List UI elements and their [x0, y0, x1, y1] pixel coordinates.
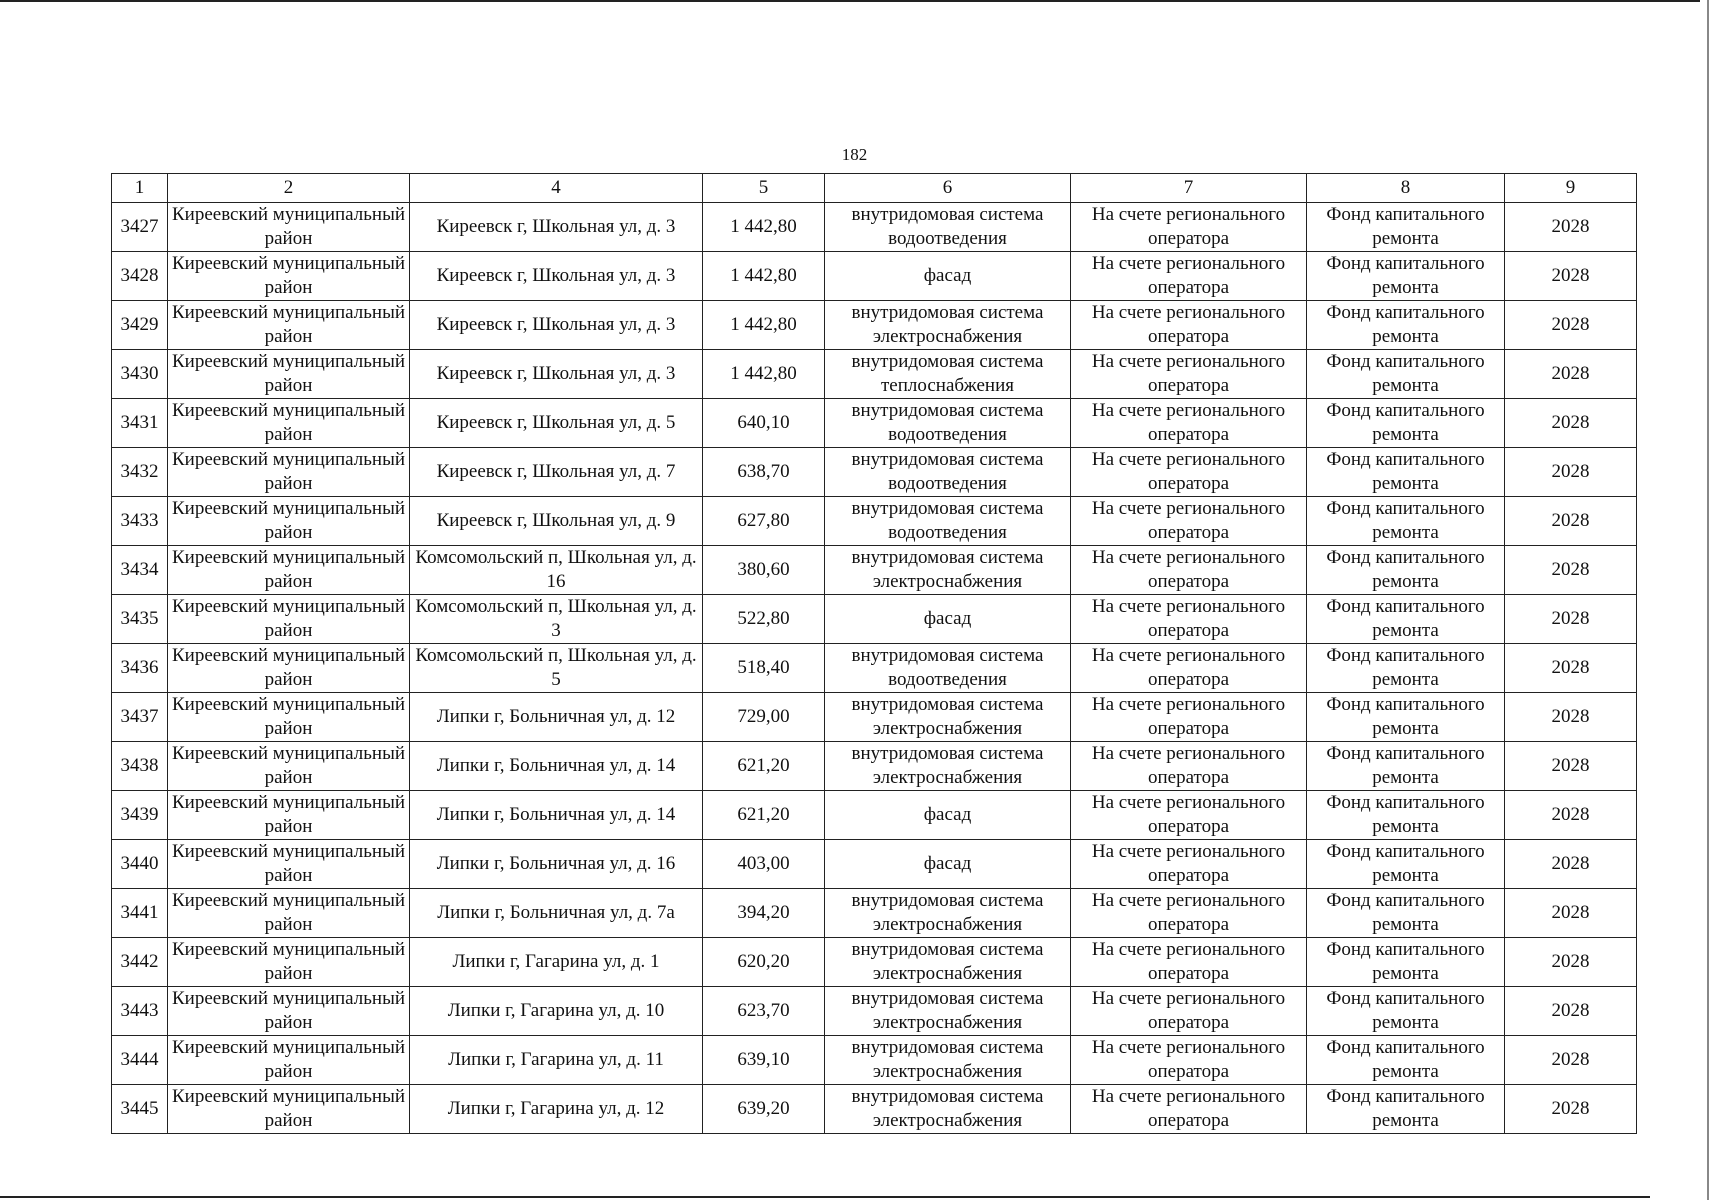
cell-account: На счете регионального оператора	[1071, 301, 1307, 350]
table-row	[112, 938, 1637, 987]
cell-account: На счете регионального оператора	[1071, 546, 1307, 595]
table-row	[112, 350, 1637, 399]
cell-account: На счете регионального оператора	[1071, 938, 1307, 987]
cell-year: 2028	[1505, 1085, 1637, 1134]
cell-area: 522,80	[703, 595, 825, 644]
cell-work-type: внутридомовая система электроснабжения	[825, 301, 1071, 350]
cell-district: Киреевский муниципальный район	[168, 203, 410, 252]
cell-year: 2028	[1505, 497, 1637, 546]
table-row	[112, 448, 1637, 497]
cell-district: Киреевский муниципальный район	[168, 399, 410, 448]
cell-address: Липки г, Гагарина ул, д. 1	[410, 938, 703, 987]
cell-fund: Фонд капитального ремонта	[1307, 1036, 1505, 1085]
cell-account: На счете регионального оператора	[1071, 1036, 1307, 1085]
cell-area: 1 442,80	[703, 203, 825, 252]
cell-district: Киреевский муниципальный район	[168, 644, 410, 693]
cell-area: 639,10	[703, 1036, 825, 1085]
table-row	[112, 546, 1637, 595]
cell-fund: Фонд капитального ремонта	[1307, 742, 1505, 791]
cell-area: 394,20	[703, 889, 825, 938]
table-row	[112, 1036, 1637, 1085]
cell-work-type: фасад	[825, 595, 1071, 644]
cell-account: На счете регионального оператора	[1071, 203, 1307, 252]
cell-fund: Фонд капитального ремонта	[1307, 350, 1505, 399]
cell-address: Киреевск г, Школьная ул, д. 7	[410, 448, 703, 497]
table-row	[112, 497, 1637, 546]
cell-address: Киреевск г, Школьная ул, д. 3	[410, 350, 703, 399]
cell-area: 640,10	[703, 399, 825, 448]
cell-row-number: 3444	[112, 1036, 168, 1085]
cell-district: Киреевский муниципальный район	[168, 987, 410, 1036]
table-row	[112, 595, 1637, 644]
cell-area: 380,60	[703, 546, 825, 595]
table-row	[112, 742, 1637, 791]
cell-work-type: внутридомовая система электроснабжения	[825, 693, 1071, 742]
cell-area: 1 442,80	[703, 350, 825, 399]
cell-account: На счете регионального оператора	[1071, 448, 1307, 497]
column-header: 5	[703, 174, 825, 203]
cell-row-number: 3441	[112, 889, 168, 938]
cell-row-number: 3436	[112, 644, 168, 693]
cell-year: 2028	[1505, 987, 1637, 1036]
cell-year: 2028	[1505, 203, 1637, 252]
cell-work-type: внутридомовая система электроснабжения	[825, 987, 1071, 1036]
cell-work-type: внутридомовая система электроснабжения	[825, 1085, 1071, 1134]
cell-district: Киреевский муниципальный район	[168, 889, 410, 938]
cell-fund: Фонд капитального ремонта	[1307, 252, 1505, 301]
cell-district: Киреевский муниципальный район	[168, 350, 410, 399]
cell-address: Комсомольский п, Школьная ул, д. 16	[410, 546, 703, 595]
cell-address: Липки г, Гагарина ул, д. 11	[410, 1036, 703, 1085]
cell-district: Киреевский муниципальный район	[168, 1036, 410, 1085]
cell-year: 2028	[1505, 546, 1637, 595]
cell-work-type: внутридомовая система электроснабжения	[825, 889, 1071, 938]
bottom-edge-line	[0, 1196, 1650, 1198]
cell-account: На счете регионального оператора	[1071, 840, 1307, 889]
cell-row-number: 3429	[112, 301, 168, 350]
cell-address: Киреевск г, Школьная ул, д. 3	[410, 301, 703, 350]
cell-address: Липки г, Больничная ул, д. 7а	[410, 889, 703, 938]
cell-account: На счете регионального оператора	[1071, 1085, 1307, 1134]
cell-district: Киреевский муниципальный район	[168, 791, 410, 840]
cell-account: На счете регионального оператора	[1071, 350, 1307, 399]
repair-register-table	[111, 173, 1637, 1134]
column-header: 8	[1307, 174, 1505, 203]
cell-row-number: 3445	[112, 1085, 168, 1134]
cell-district: Киреевский муниципальный район	[168, 693, 410, 742]
table-row	[112, 203, 1637, 252]
cell-area: 518,40	[703, 644, 825, 693]
cell-year: 2028	[1505, 448, 1637, 497]
cell-address: Комсомольский п, Школьная ул, д. 5	[410, 644, 703, 693]
column-header: 7	[1071, 174, 1307, 203]
cell-area: 1 442,80	[703, 301, 825, 350]
cell-year: 2028	[1505, 644, 1637, 693]
page-number: 182	[841, 145, 868, 164]
cell-work-type: фасад	[825, 791, 1071, 840]
cell-area: 621,20	[703, 791, 825, 840]
cell-fund: Фонд капитального ремонта	[1307, 546, 1505, 595]
column-header: 9	[1505, 174, 1637, 203]
cell-area: 639,20	[703, 1085, 825, 1134]
cell-row-number: 3427	[112, 203, 168, 252]
table-row	[112, 301, 1637, 350]
cell-address: Липки г, Гагарина ул, д. 12	[410, 1085, 703, 1134]
cell-year: 2028	[1505, 399, 1637, 448]
cell-district: Киреевский муниципальный район	[168, 546, 410, 595]
cell-fund: Фонд капитального ремонта	[1307, 203, 1505, 252]
cell-district: Киреевский муниципальный район	[168, 448, 410, 497]
column-header: 2	[168, 174, 410, 203]
cell-address: Липки г, Больничная ул, д. 14	[410, 791, 703, 840]
cell-row-number: 3439	[112, 791, 168, 840]
cell-district: Киреевский муниципальный район	[168, 301, 410, 350]
cell-work-type: внутридомовая система водоотведения	[825, 644, 1071, 693]
cell-fund: Фонд капитального ремонта	[1307, 1085, 1505, 1134]
cell-area: 627,80	[703, 497, 825, 546]
cell-year: 2028	[1505, 350, 1637, 399]
cell-year: 2028	[1505, 252, 1637, 301]
cell-year: 2028	[1505, 889, 1637, 938]
cell-year: 2028	[1505, 938, 1637, 987]
cell-row-number: 3442	[112, 938, 168, 987]
cell-district: Киреевский муниципальный район	[168, 1085, 410, 1134]
table-row	[112, 399, 1637, 448]
cell-address: Киреевск г, Школьная ул, д. 3	[410, 252, 703, 301]
header-row	[112, 174, 1637, 203]
cell-fund: Фонд капитального ремонта	[1307, 448, 1505, 497]
cell-row-number: 3440	[112, 840, 168, 889]
cell-account: На счете регионального оператора	[1071, 595, 1307, 644]
cell-account: На счете регионального оператора	[1071, 889, 1307, 938]
table-row	[112, 252, 1637, 301]
table-body	[112, 203, 1637, 1134]
cell-fund: Фонд капитального ремонта	[1307, 791, 1505, 840]
cell-row-number: 3435	[112, 595, 168, 644]
cell-account: На счете регионального оператора	[1071, 987, 1307, 1036]
cell-address: Липки г, Больничная ул, д. 14	[410, 742, 703, 791]
cell-row-number: 3431	[112, 399, 168, 448]
cell-work-type: внутридомовая система теплоснабжения	[825, 350, 1071, 399]
cell-account: На счете регионального оператора	[1071, 399, 1307, 448]
cell-area: 621,20	[703, 742, 825, 791]
cell-address: Киреевск г, Школьная ул, д. 5	[410, 399, 703, 448]
cell-work-type: внутридомовая система электроснабжения	[825, 938, 1071, 987]
cell-row-number: 3433	[112, 497, 168, 546]
cell-row-number: 3437	[112, 693, 168, 742]
cell-district: Киреевский муниципальный район	[168, 938, 410, 987]
cell-work-type: внутридомовая система водоотведения	[825, 497, 1071, 546]
cell-address: Киреевск г, Школьная ул, д. 3	[410, 203, 703, 252]
cell-area: 403,00	[703, 840, 825, 889]
cell-work-type: внутридомовая система электроснабжения	[825, 742, 1071, 791]
top-edge-line	[0, 0, 1700, 2]
cell-account: На счете регионального оператора	[1071, 742, 1307, 791]
cell-row-number: 3443	[112, 987, 168, 1036]
cell-year: 2028	[1505, 693, 1637, 742]
cell-work-type: внутридомовая система электроснабжения	[825, 1036, 1071, 1085]
cell-district: Киреевский муниципальный район	[168, 742, 410, 791]
cell-work-type: внутридомовая система электроснабжения	[825, 546, 1071, 595]
cell-address: Липки г, Больничная ул, д. 16	[410, 840, 703, 889]
cell-area: 729,00	[703, 693, 825, 742]
table-row	[112, 840, 1637, 889]
cell-account: На счете регионального оператора	[1071, 791, 1307, 840]
cell-account: На счете регионального оператора	[1071, 497, 1307, 546]
cell-account: На счете регионального оператора	[1071, 693, 1307, 742]
table-row	[112, 693, 1637, 742]
cell-work-type: фасад	[825, 252, 1071, 301]
cell-row-number: 3438	[112, 742, 168, 791]
cell-fund: Фонд капитального ремонта	[1307, 840, 1505, 889]
table-row	[112, 644, 1637, 693]
cell-year: 2028	[1505, 301, 1637, 350]
cell-row-number: 3434	[112, 546, 168, 595]
cell-fund: Фонд капитального ремонта	[1307, 693, 1505, 742]
cell-address: Липки г, Больничная ул, д. 12	[410, 693, 703, 742]
table-row	[112, 889, 1637, 938]
cell-year: 2028	[1505, 1036, 1637, 1085]
cell-address: Комсомольский п, Школьная ул, д. 3	[410, 595, 703, 644]
cell-area: 638,70	[703, 448, 825, 497]
cell-fund: Фонд капитального ремонта	[1307, 301, 1505, 350]
cell-row-number: 3428	[112, 252, 168, 301]
cell-fund: Фонд капитального ремонта	[1307, 938, 1505, 987]
cell-fund: Фонд капитального ремонта	[1307, 644, 1505, 693]
cell-district: Киреевский муниципальный район	[168, 840, 410, 889]
table-row	[112, 987, 1637, 1036]
cell-fund: Фонд капитального ремонта	[1307, 987, 1505, 1036]
cell-work-type: внутридомовая система водоотведения	[825, 448, 1071, 497]
cell-work-type: внутридомовая система водоотведения	[825, 399, 1071, 448]
cell-area: 620,20	[703, 938, 825, 987]
cell-address: Киреевск г, Школьная ул, д. 9	[410, 497, 703, 546]
cell-area: 623,70	[703, 987, 825, 1036]
cell-area: 1 442,80	[703, 252, 825, 301]
cell-row-number: 3432	[112, 448, 168, 497]
cell-account: На счете регионального оператора	[1071, 644, 1307, 693]
column-header: 1	[112, 174, 168, 203]
cell-fund: Фонд капитального ремонта	[1307, 595, 1505, 644]
cell-fund: Фонд капитального ремонта	[1307, 497, 1505, 546]
cell-work-type: внутридомовая система водоотведения	[825, 203, 1071, 252]
cell-address: Липки г, Гагарина ул, д. 10	[410, 987, 703, 1036]
table-row	[112, 791, 1637, 840]
cell-fund: Фонд капитального ремонта	[1307, 399, 1505, 448]
cell-district: Киреевский муниципальный район	[168, 497, 410, 546]
cell-account: На счете регионального оператора	[1071, 252, 1307, 301]
cell-work-type: фасад	[825, 840, 1071, 889]
column-header: 4	[410, 174, 703, 203]
cell-fund: Фонд капитального ремонта	[1307, 889, 1505, 938]
cell-district: Киреевский муниципальный район	[168, 595, 410, 644]
cell-row-number: 3430	[112, 350, 168, 399]
column-header: 6	[825, 174, 1071, 203]
cell-district: Киреевский муниципальный район	[168, 252, 410, 301]
cell-year: 2028	[1505, 595, 1637, 644]
cell-year: 2028	[1505, 791, 1637, 840]
cell-year: 2028	[1505, 742, 1637, 791]
cell-year: 2028	[1505, 840, 1637, 889]
table-row	[112, 1085, 1637, 1134]
